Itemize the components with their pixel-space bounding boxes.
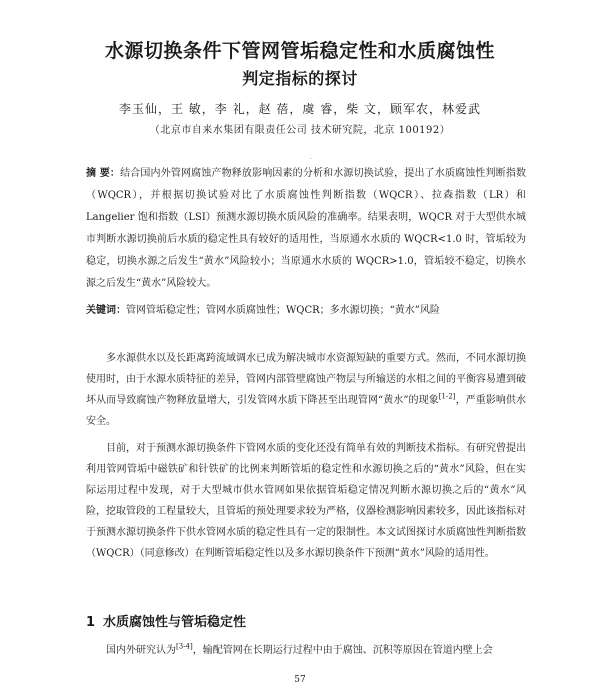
para1-text-b: ，严重影响供水安全。 — [86, 395, 526, 427]
section-heading — [86, 611, 254, 630]
author-list: 李玉仙，王 敏，李 礼，赵 蓓，虞 睿，柴 文，顾军农，林爱武 — [118, 102, 482, 116]
affiliation: （北京市自来水集团有限责任公司 技术研究院，北京 100192） — [149, 125, 451, 136]
paragraph-current-status: 目前，对于预测水源切换条件下管网水质的变化还没有简单有效的判断技术指标。有研究曾提出利用管网管垢中磁铁矿和针铁矿的比例来判断管垢的稳定性和水源切换之后的“黄水”风险，但在实际运用过程中发现，对于大型城市供水管网如果依据管垢稳定情况判断水源切换之后的“黄水”风险，挖取管段的工程量较大，且管垢的预处理要求较为严格，仪器检测影响因素较多，因此该指标对于预测水源切换条件下供水管网水质的稳定性具有一定的限制性。本文试图探讨水质腐蚀性判断指数（WQCR）（同意修改）在判断管垢稳定性以及多水源切换条件下预测“黄水”风险的适用性。 — [86, 443, 526, 559]
keywords-label: 关键词： — [86, 305, 126, 316]
abstract — [86, 163, 526, 295]
section-number: 1 — [86, 615, 96, 630]
para1-text-a: 多水源供水以及长距离跨流域调水已成为解决城市水资源短缺的重要方式。然而，不同水源切换使用时，由于水源水质特征的差异，管网内部管壁腐蚀产物层与所输送的水相之间的平衡容易遭到破坏从而导致腐蚀产物释放量增大，引发管网水质下降甚至出现管网“黄水”的现象 — [86, 353, 526, 406]
citation-ref: [1-2] — [438, 392, 456, 401]
paper-title: 水源切换条件下管网管垢稳定性和水质腐蚀性 — [104, 40, 495, 62]
keywords — [86, 303, 526, 319]
citation-ref-2: [3-4] — [176, 642, 193, 651]
paper-subtitle: 判定指标的探讨 — [242, 69, 358, 88]
section-title: 水质腐蚀性与管垢稳定性 — [103, 615, 247, 630]
section1-text-b: ，输配管网在长期运行过程中由于腐蚀、沉积等原因在管道内壁上会 — [192, 645, 493, 656]
abstract-text: 结合国内外管网腐蚀产物释放影响因素的分析和水源切换试验，提出了水质腐蚀性判断指数（WQCR），并根据切换试验对比了水质腐蚀性判断指数（WQCR）、拉森指数（LR）和 Langelier 饱和指数（LSI）预测水源切换水质风险的准确率。结果表明，WQCR 对于大型供水城市判断水源切换前后水质的稳定性具有较好的适用性，当原通水水质的 WQCR<1.0 时，管垢较为稳定，切换水源之后发生“黄水”风险较小；当原通水水质的 WQCR>1.0，管垢较不稳定，切换水源之后发生“黄水”风险较大。 — [86, 168, 527, 289]
section1-text-a: 国内外研究认为 — [106, 645, 176, 656]
separator-mark: · — [310, 156, 312, 163]
paragraph-intro — [86, 348, 526, 432]
paragraph-section1-start — [86, 641, 526, 661]
keywords-text: 管网管垢稳定性；管网水质腐蚀性；WQCR；多水源切换；“黄水”风险 — [126, 305, 440, 316]
page-number: 57 — [294, 675, 306, 685]
abstract-label: 摘 要： — [86, 168, 121, 179]
body-text — [86, 348, 526, 564]
